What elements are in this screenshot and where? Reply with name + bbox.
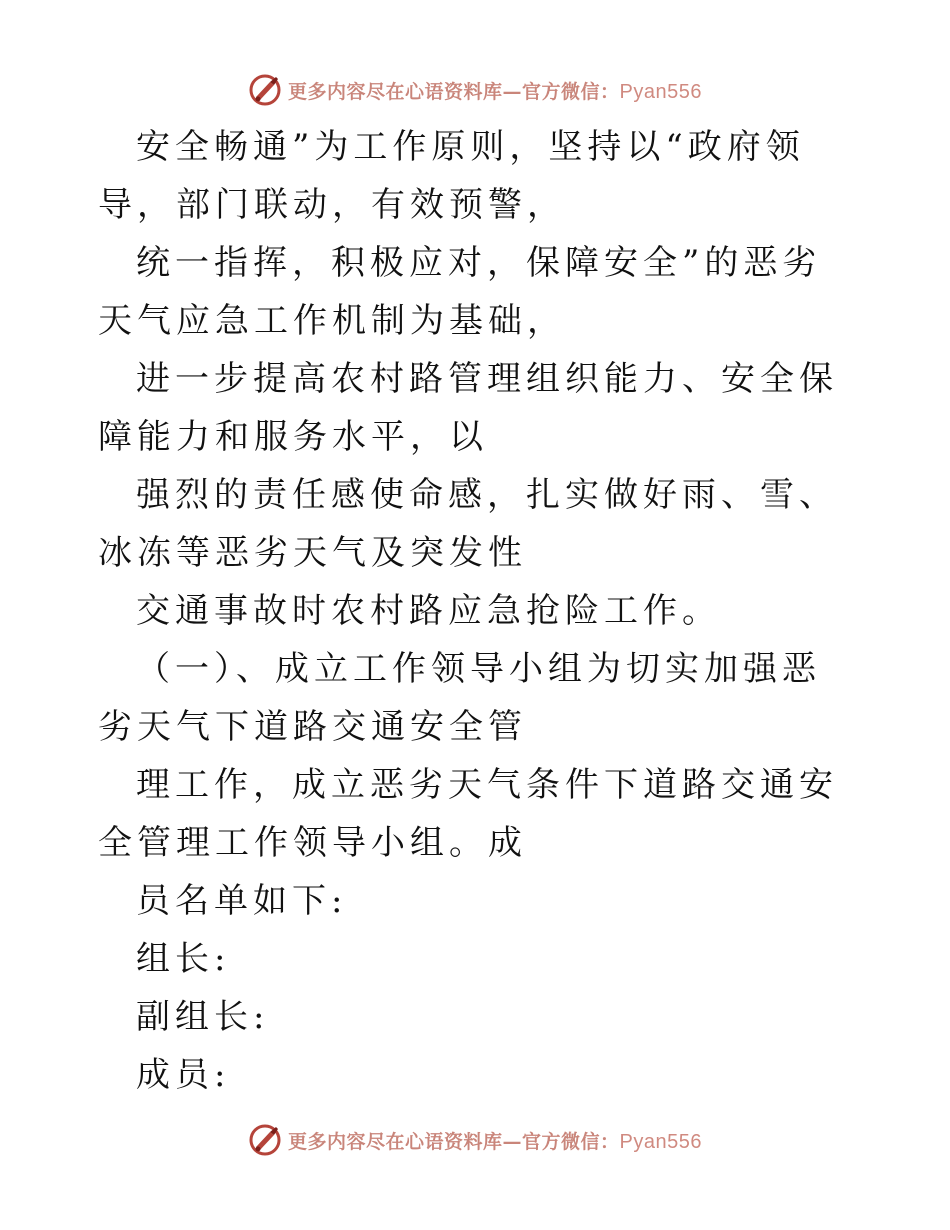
watermark-text: 更多内容尽在心语资料库—官方微信：Pyan556 (288, 80, 702, 103)
paragraph: 组长: (136, 939, 231, 979)
paragraph: 理工作，成立恶劣天气条件下道路交通安全管理工作领导小组。成 (98, 765, 838, 863)
brush-logo-icon (248, 1123, 282, 1157)
paragraph: 员名单如下: (136, 881, 348, 921)
paragraph: 成员: (136, 1055, 231, 1095)
paragraph: 副组长: (136, 997, 270, 1037)
footer-watermark (0, 1120, 950, 1160)
watermark-account: Pyan556 (619, 1130, 702, 1153)
brush-logo-icon (248, 73, 282, 107)
paragraph: 交通事故时农村路应急抢险工作。 (136, 591, 721, 631)
paragraph: 统一指挥，积极应对，保障安全”的恶劣天气应急工作机制为基础， (98, 243, 822, 341)
document-body (98, 118, 854, 1104)
header-watermark (0, 70, 950, 110)
watermark-account: Pyan556 (619, 80, 702, 103)
paragraph: 强烈的责任感使命感，扎实做好雨、雪、冰冻等恶劣天气及突发性 (98, 475, 838, 573)
watermark-text: 更多内容尽在心语资料库—官方微信：Pyan556 (288, 1130, 702, 1153)
paragraph: 安全畅通”为工作原则，坚持以“政府领导，部门联动，有效预警， (98, 127, 805, 225)
paragraph: 进一步提高农村路管理组织能力、安全保障能力和服务水平，以 (98, 359, 838, 457)
paragraph: （一）、成立工作领导小组为切实加强恶劣天气下道路交通安全管 (98, 649, 821, 747)
